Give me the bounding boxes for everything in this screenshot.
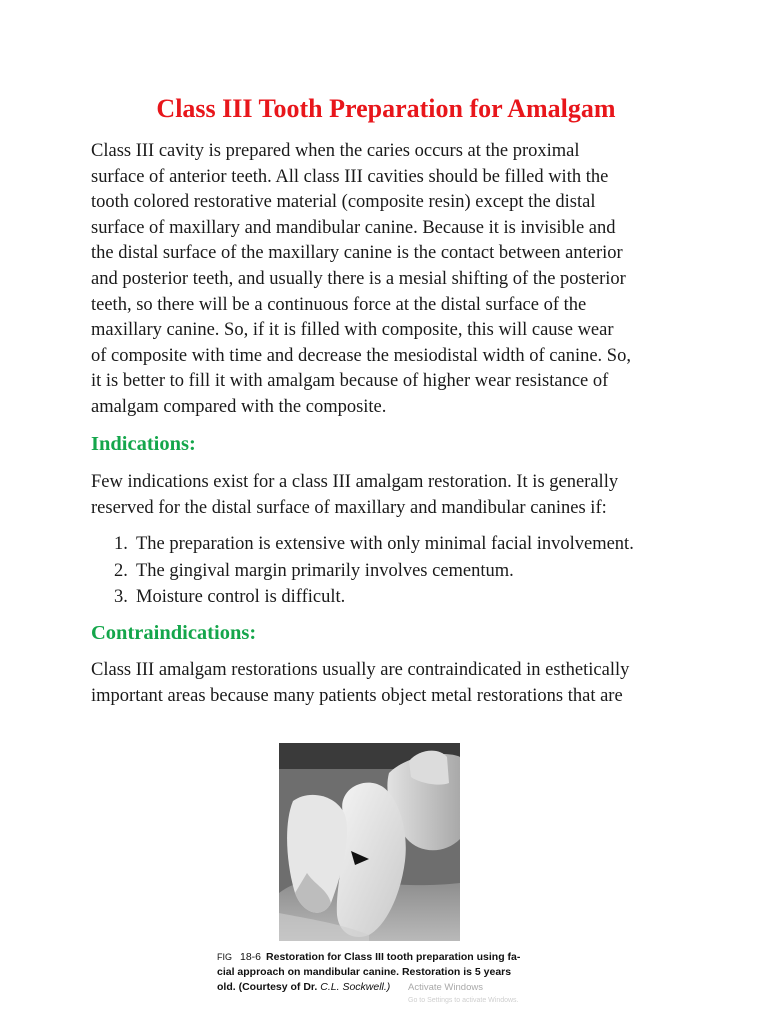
activate-windows-watermark: Activate Windows Go to Settings to activate Windows. <box>408 982 519 1004</box>
page-title: Class III Tooth Preparation for Amalgam <box>156 94 616 123</box>
intro-paragraph: Class III cavity is prepared when the caries occurs at the proximal surface of anterior teeth. All class III cavities should be filled with the tooth colored restorative material (composite resin) except the distal surface of maxillary and mandibular canine. Because it is invisible and the distal surface of the maxillary canine is the contact between anterior and posterior teeth, and usually there is a mesial shifting of the posterior teeth, so there will be a continuous force at the distal surface of the maxillary canine. So, if it is filled with composite, this will cause wear of composite with time and decrease the mesiodistal width of canine. So, it is better to fill it with amalgam because of higher wear resistance of amalgam compared with the composite. <box>91 141 631 417</box>
list-item: 2. The gingival margin primarily involves cementum. <box>114 560 514 581</box>
tooth-photo <box>279 743 460 941</box>
list-item: 3. Moisture control is difficult. <box>114 587 346 607</box>
figure-caption: FIG 18-6 Restoration for Class III tooth preparation using fa- cial approach on mandibular canine. Restoration is 5 years old. (Courtesy of Dr. C.L. Sockwell.) <box>217 951 521 993</box>
contraindications-heading: Contraindications: <box>91 622 257 644</box>
indications-paragraph: Few indications exist for a class III amalgam restoration. It is generally reserved for the distal surface of maxillary and mandibular canines if: <box>91 472 619 518</box>
contraindications-paragraph: Class III amalgam restorations usually are contraindicated in esthetically important areas because many patients object metal restorations that are <box>91 660 630 706</box>
tooth-photo-image <box>279 743 460 941</box>
indications-list <box>114 531 634 611</box>
indications-heading: Indications: <box>91 433 196 455</box>
list-item: 1. The preparation is extensive with only minimal facial involvement. <box>114 534 634 554</box>
